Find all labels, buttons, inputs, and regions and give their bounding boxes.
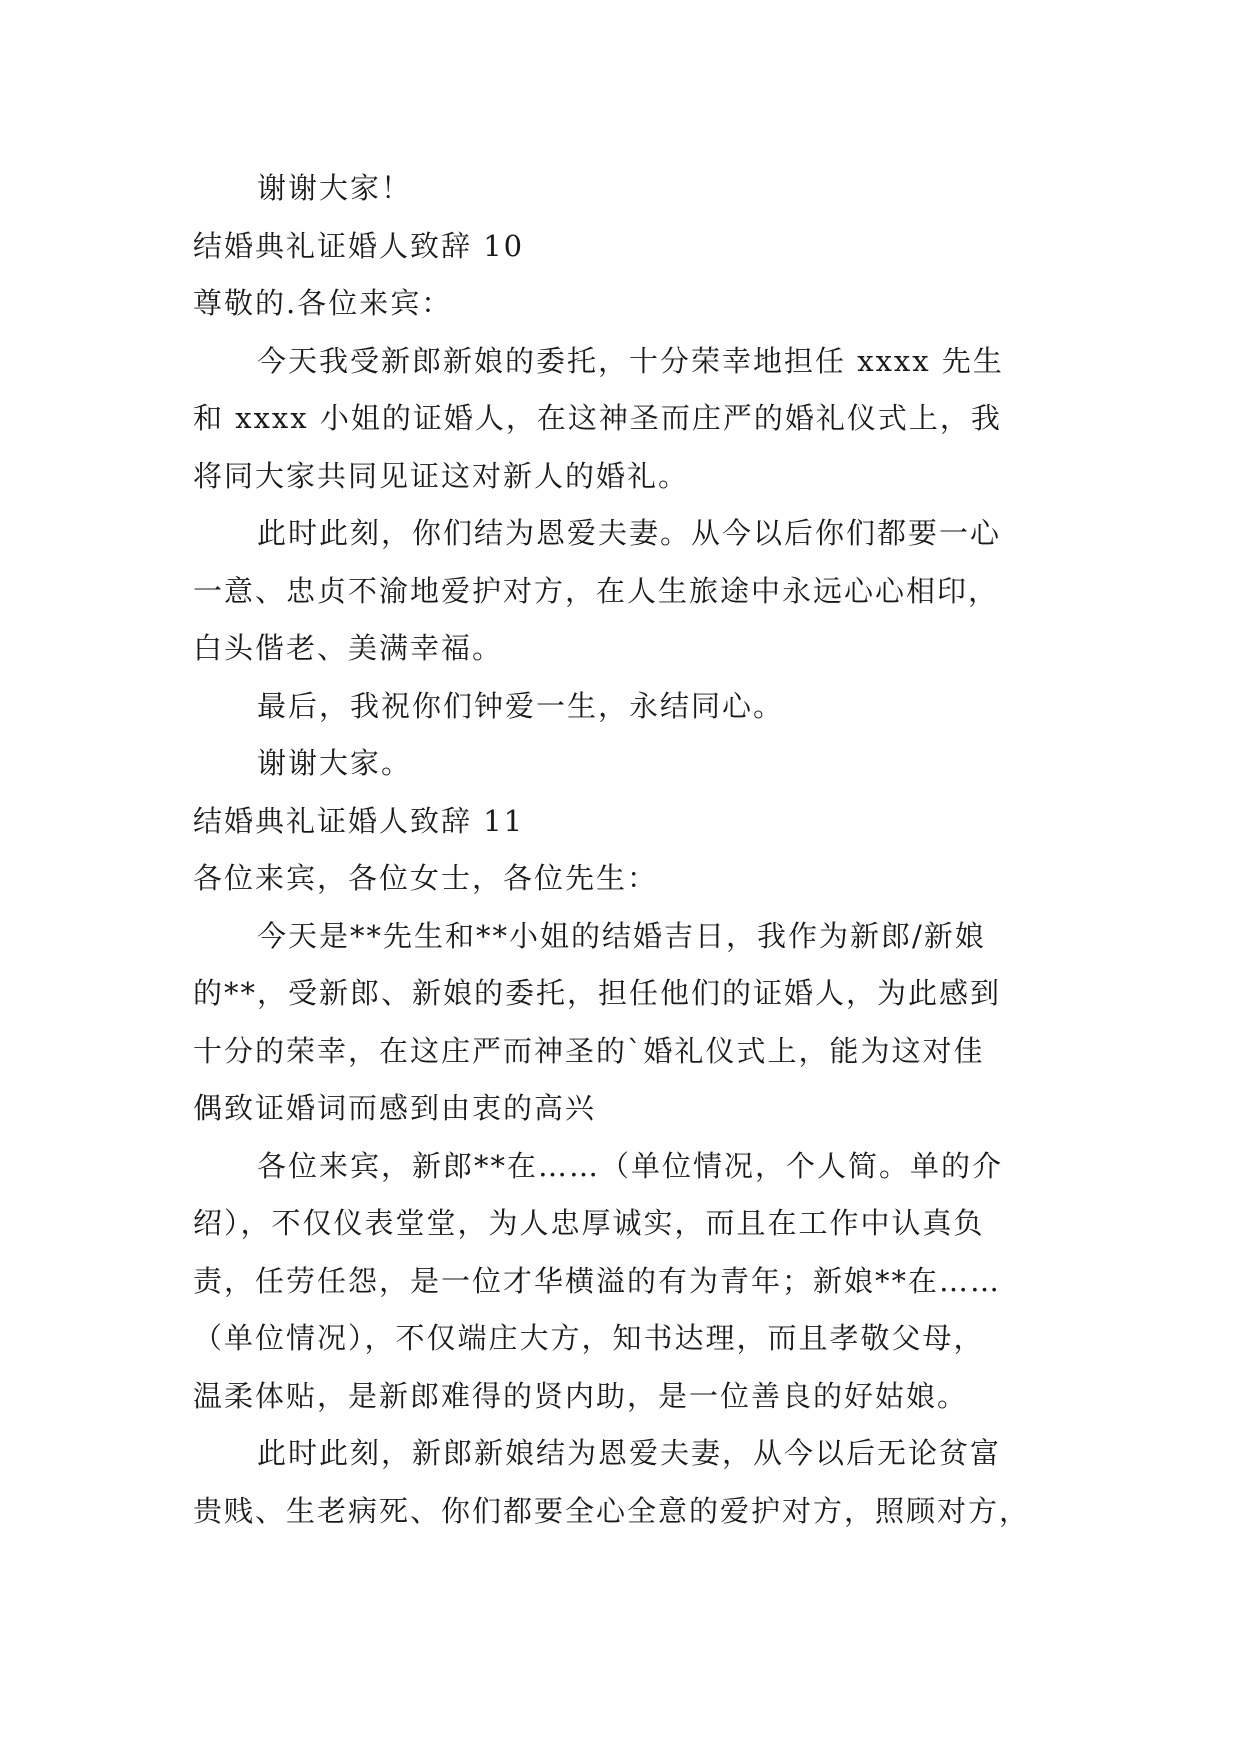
section-heading: 结婚典礼证婚人致辞 10 xyxy=(193,228,525,263)
text-line: 贵贱、生老病死、你们都要全心全意的爱护对方，照顾对方， xyxy=(193,1493,1031,1528)
salutation: 各位来宾，各位女士，各位先生： xyxy=(193,861,659,895)
text-line: 和 xxxx 小姐的证婚人，在这神圣而庄严的婚礼仪式上，我 xyxy=(193,401,1002,435)
salutation: 尊敬的.各位来宾： xyxy=(193,286,453,320)
text-line: 此时此刻，你们结为恩爱夫妻。从今以后你们都要一心 xyxy=(257,516,1002,550)
text-line: 此时此刻，新郎新娘结为恩爱夫妻，从今以后无论贫富 xyxy=(257,1436,1002,1470)
document-body xyxy=(193,160,1053,1540)
text-line: 十分的荣幸，在这庄严而神圣的`婚礼仪式上，能为这对佳 xyxy=(193,1033,985,1068)
text-line: 今天是**先生和**小姐的结婚吉日，我作为新郎/新娘 xyxy=(257,918,986,953)
text-line: 谢谢大家！ xyxy=(257,171,413,205)
text-line: 的**，受新郎、新娘的委托，担任他们的证婚人，为此感到 xyxy=(193,976,1002,1010)
text-line: （单位情况），不仅端庄大方，知书达理，而且孝敬父母， xyxy=(193,1321,985,1355)
text-line: 将同大家共同见证这对新人的婚礼。 xyxy=(193,458,690,493)
text-line: 绍），不仅仪表堂堂，为人忠厚诚实，而且在工作中认真负 xyxy=(193,1206,985,1240)
text-line: 各位来宾，新郎**在……（单位情况，个人简。单的介 xyxy=(257,1148,1004,1183)
text-line: 温柔体贴，是新郎难得的贤内助，是一位善良的好姑娘。 xyxy=(193,1378,969,1413)
text-line: 最后，我祝你们钟爱一生，永结同心。 xyxy=(257,688,785,723)
text-line: 偶致证婚词而感到由衷的高兴 xyxy=(193,1091,597,1125)
text-line: 白头偕老、美满幸福。 xyxy=(193,631,504,665)
text-line: 一意、忠贞不渝地爱护对方，在人生旅途中永远心心相印， xyxy=(193,573,1000,608)
text-line: 今天我受新郎新娘的委托，十分荣幸地担任 xxxx 先生 xyxy=(257,343,1004,378)
section-heading: 结婚典礼证婚人致辞 11 xyxy=(193,803,525,838)
text-line: 责，任劳任怨，是一位才华横溢的有为青年；新娘**在…… xyxy=(193,1263,1002,1298)
text-line: 谢谢大家。 xyxy=(257,746,413,780)
